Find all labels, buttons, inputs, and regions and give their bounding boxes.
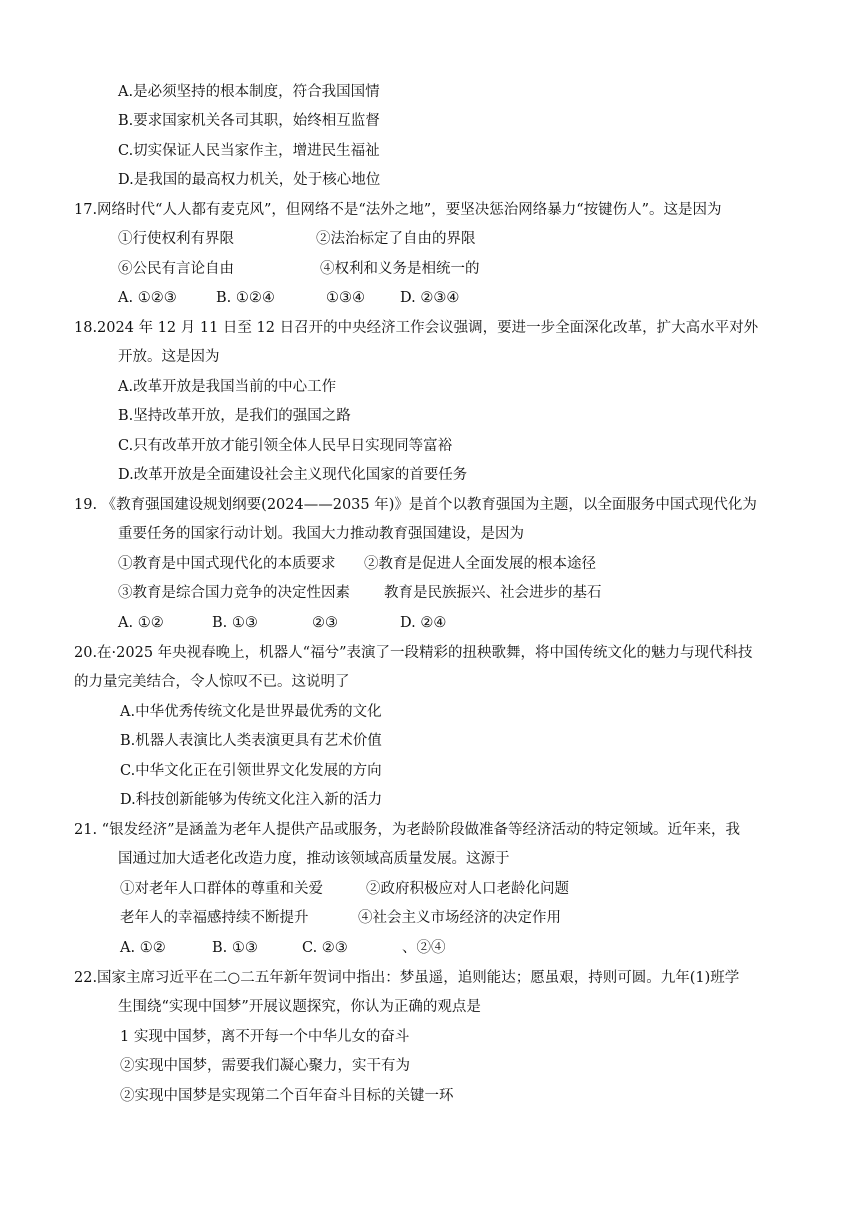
q22-stem-line-1: 22.国家主席习近平在二○二五年新年贺词中指出：梦虽遥，追则能达；愿虽艰，持则可圆。九年(1)班学 <box>74 970 740 986</box>
q17-choice-b: B. ①②④ <box>216 290 275 306</box>
q21-item-4: ④社会主义市场经济的决定作用 <box>358 910 561 926</box>
q18-option-c: C.只有改革开放才能引领全体人民早日实现同等富裕 <box>118 438 453 454</box>
q21-item-3: 老年人的幸福感持续不断提升 <box>120 910 309 926</box>
q22-item-3: ②实现中国梦是实现第二个百年奋斗目标的关键一环 <box>120 1088 454 1104</box>
q19-choice-b: B. ①③ <box>212 615 258 631</box>
q19-stem-line-1: 19. 《教育强国建设规划纲要(2024——2035 年)》是首个以教育强国为主题，以全面服务中国式现代化为 <box>74 497 757 513</box>
q19-stem-line-2: 重要任务的国家行动计划。我国大力推动教育强国建设，是因为 <box>118 526 524 542</box>
q22-item-1: 1 实现中国梦，离不开每一个中华儿女的奋斗 <box>120 1029 410 1045</box>
q17-choice-c: ①③④ <box>326 290 365 306</box>
q17-item-4: ④权利和义务是相统一的 <box>320 261 480 277</box>
q21-choice-a: A. ①② <box>120 940 166 956</box>
q17-item-2: ②法治标定了自由的界限 <box>316 231 476 247</box>
q21-item-1: ①对老年人口群体的尊重和关爱 <box>120 881 323 897</box>
q16-option-c: C.切实保证人民当家作主，增进民生福祉 <box>118 143 380 159</box>
q19-choice-d: D. ②④ <box>400 615 447 631</box>
q19-item-4: 教育是民族振兴、社会进步的基石 <box>384 585 602 601</box>
q20-option-b: B.机器人表演比人类表演更具有艺术价值 <box>120 733 382 749</box>
q22-item-2: ②实现中国梦，需要我们凝心聚力，实干有为 <box>120 1058 410 1074</box>
q18-stem-line-1: 18.2024 年 12 月 11 日至 12 日召开的中央经济工作会议强调，要进一步全面深化改革，扩大高水平对外 <box>74 320 759 336</box>
q21-item-2: ②政府积极应对人口老龄化问题 <box>366 881 569 897</box>
q16-option-d: D.是我国的最高权力机关，处于核心地位 <box>118 172 381 188</box>
q18-option-b: B.坚持改革开放，是我们的强国之路 <box>118 408 351 424</box>
q18-option-d: D.改革开放是全面建设社会主义现代化国家的首要任务 <box>118 467 468 483</box>
q17-stem: 17.网络时代“人人都有麦克风”，但网络不是“法外之地”，要坚决惩治网络暴力“按键伤人”。这是因为 <box>74 202 722 218</box>
q21-stem-line-2: 国通过加大适老化改造力度，推动该领域高质量发展。这源于 <box>118 851 510 867</box>
q21-choice-d: 、②④ <box>402 940 446 956</box>
q16-option-a: A.是必须坚持的根本制度，符合我国国情 <box>118 84 380 100</box>
q20-stem-line-2: 的力量完美结合，令人惊叹不已。这说明了 <box>74 674 350 690</box>
q20-stem-line-1: 20.在·2025 年央视春晚上，机器人“福兮”表演了一段精彩的扭秧歌舞，将中国传统文化的魅力与现代科技 <box>74 645 753 661</box>
q22-stem-line-2: 生围绕“实现中国梦”开展议题探究，你认为正确的观点是 <box>118 999 481 1015</box>
q21-choice-b: B. ①③ <box>212 940 258 956</box>
q18-stem-line-2: 开放。这是因为 <box>118 349 220 365</box>
q18-option-a: A.改革开放是我国当前的中心工作 <box>118 379 337 395</box>
q17-choice-d: D. ②③④ <box>400 290 460 306</box>
q20-option-d: D.科技创新能够为传统文化注入新的活力 <box>120 792 383 808</box>
q16-option-b: B.要求国家机关各司其职，始终相互监督 <box>118 113 380 129</box>
q20-option-c: C.中华文化正在引领世界文化发展的方向 <box>120 763 382 779</box>
q19-choice-c: ②③ <box>312 615 338 631</box>
q17-choice-a: A. ①②③ <box>118 290 177 306</box>
q19-item-2: ②教育是促进人全面发展的根本途径 <box>364 556 596 572</box>
q17-item-3: ⑥公民有言论自由 <box>118 261 234 277</box>
q20-option-a: A.中华优秀传统文化是世界最优秀的文化 <box>120 704 382 720</box>
q21-stem-line-1: 21. “银发经济”是涵盖为老年人提供产品或服务，为老龄阶段做准备等经济活动的特定领域。近年来，我 <box>74 822 740 838</box>
q19-item-1: ①教育是中国式现代化的本质要求 <box>118 556 336 572</box>
q19-item-3: ③教育是综合国力竞争的决定性因素 <box>118 585 350 601</box>
q19-choice-a: A. ①② <box>118 615 164 631</box>
q17-item-1: ①行使权利有界限 <box>118 231 234 247</box>
q21-choice-c: C. ②③ <box>302 940 348 956</box>
